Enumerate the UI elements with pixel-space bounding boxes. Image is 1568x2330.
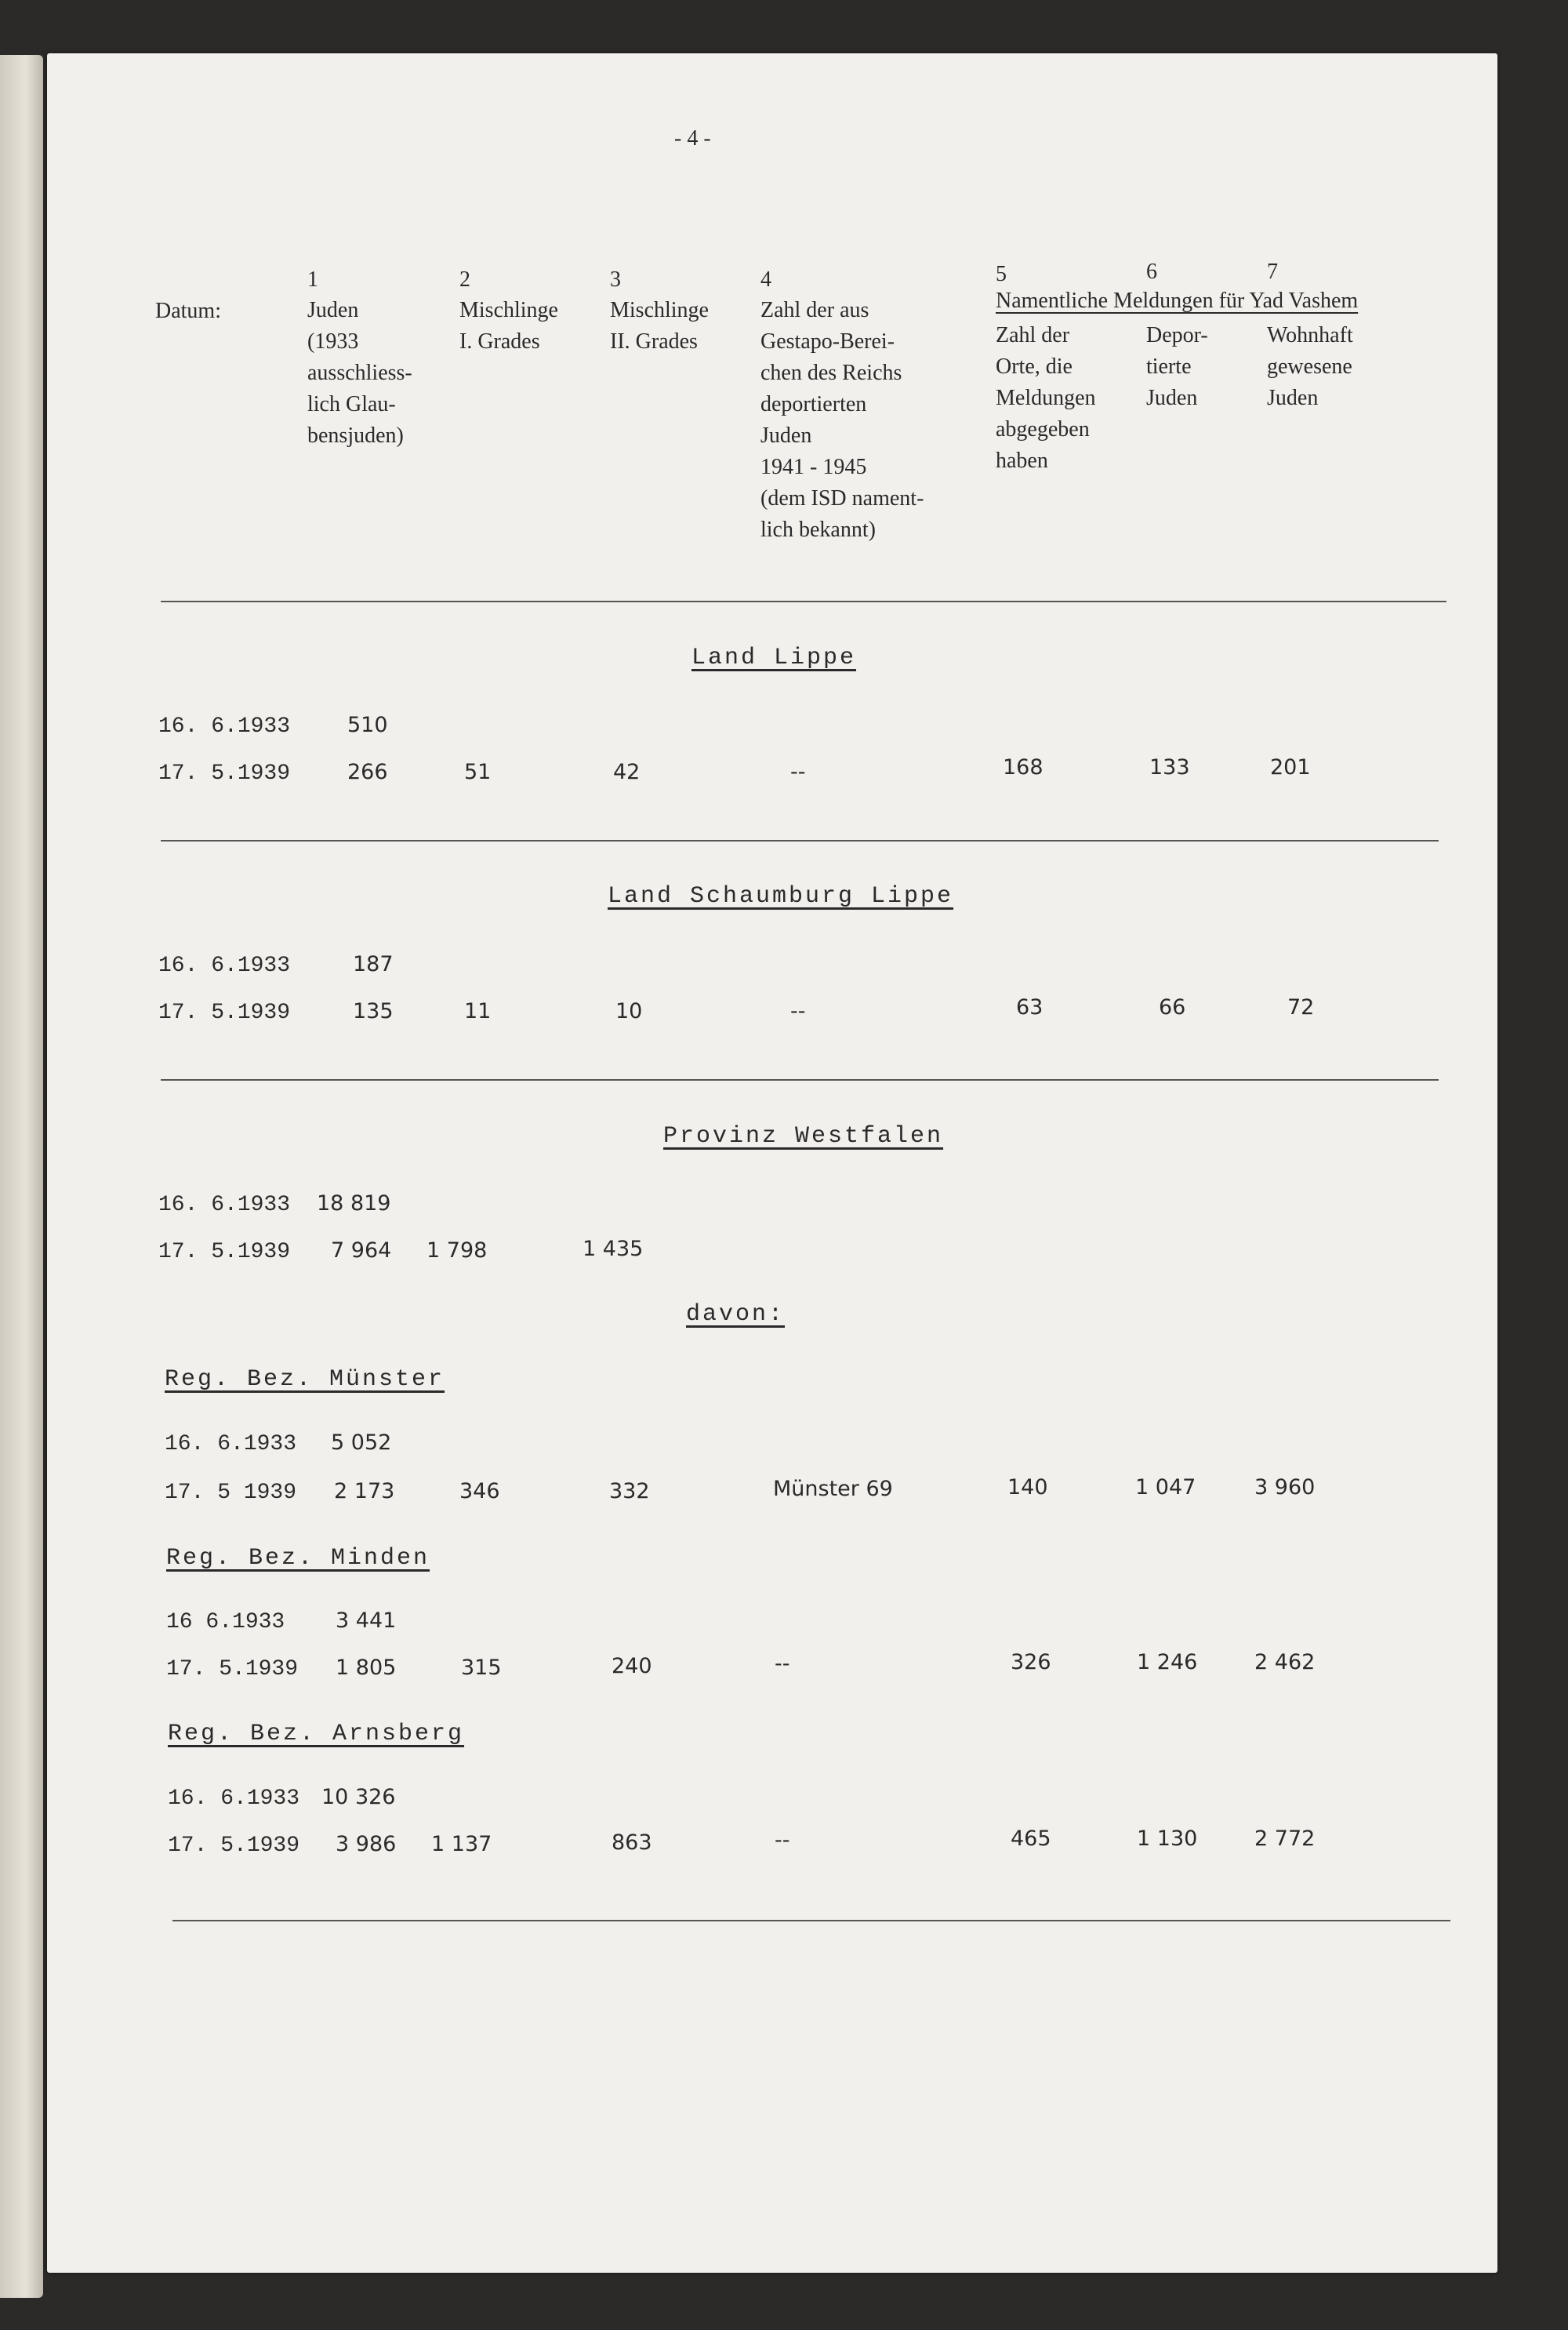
col4-number: 4 — [760, 267, 771, 292]
cell-deportiert: -- — [775, 1652, 790, 1676]
cell-mischlinge-1: 346 — [459, 1479, 500, 1503]
cell-juden: 1 805 — [336, 1656, 397, 1680]
cell-mischlinge-1: 51 — [464, 760, 492, 784]
col5-number: 5 — [996, 262, 1007, 286]
row-date: 16. 6.1933 — [165, 1432, 297, 1456]
bottom-rule — [172, 1920, 1450, 1921]
col6-line: tierte — [1146, 354, 1192, 379]
cell-orte: 63 — [1016, 995, 1044, 1020]
col4-header — [760, 295, 924, 546]
section-title-arnsberg: Reg. Bez. Arnsberg — [168, 1721, 465, 1747]
col3-line: II. Grades — [610, 329, 698, 354]
col5-line: haben — [996, 449, 1048, 473]
cell-orte: 140 — [1007, 1475, 1048, 1499]
cell-deportierte-juden: 1 130 — [1137, 1827, 1198, 1851]
section-title-muenster: Reg. Bez. Münster — [165, 1366, 445, 1393]
col5-line: Meldungen — [996, 386, 1096, 410]
col2-header — [459, 295, 558, 358]
col5-line: abgegeben — [996, 417, 1090, 442]
col1-line: lich Glau- — [307, 392, 396, 416]
col4-line: Zahl der aus — [760, 298, 869, 322]
page-number: - 4 - — [674, 126, 711, 151]
col1-line: (1933 — [307, 329, 359, 354]
col7-number: 7 — [1267, 260, 1278, 284]
col4-line: chen des Reichs — [760, 361, 902, 385]
cell-mischlinge-1: 315 — [461, 1656, 502, 1680]
col4-line: Juden — [760, 423, 812, 448]
col6-number: 6 — [1146, 260, 1157, 284]
col7-line: gewesene — [1267, 354, 1352, 379]
col1-number: 1 — [307, 267, 318, 292]
cell-deportiert: -- — [790, 999, 806, 1023]
cell-orte: 465 — [1011, 1827, 1051, 1851]
row-date: 16 6.1933 — [166, 1610, 285, 1634]
cell-mischlinge-1: 1 798 — [426, 1238, 488, 1263]
row-date: 17. 5.1939 — [158, 1240, 291, 1264]
col5-line: Orte, die — [996, 354, 1073, 379]
col7-line: Wohnhaft — [1267, 323, 1353, 347]
col3-number: 3 — [610, 267, 621, 292]
cell-juden: 3 986 — [336, 1832, 397, 1856]
cell-juden: 10 326 — [321, 1785, 396, 1809]
davon-label: davon: — [686, 1301, 786, 1328]
col1-line: ausschliess- — [307, 361, 412, 385]
cell-mischlinge-2: 332 — [609, 1479, 650, 1503]
cell-wohnhaft: 3 960 — [1254, 1475, 1316, 1499]
cell-mischlinge-2: 863 — [612, 1830, 652, 1855]
section-title-schaumburg: Land Schaumburg Lippe — [608, 883, 954, 910]
cell-juden: 187 — [353, 952, 394, 976]
col3-line: Mischlinge — [610, 298, 709, 322]
header-rule — [161, 601, 1446, 602]
cell-juden: 18 819 — [317, 1191, 391, 1216]
cell-deportierte-juden: 133 — [1149, 755, 1190, 780]
cell-wohnhaft: 2 772 — [1254, 1827, 1316, 1851]
col2-line: Mischlinge — [459, 298, 558, 322]
col7-header — [1267, 320, 1353, 414]
col6-line: Juden — [1146, 386, 1198, 410]
cell-deportierte-juden: 66 — [1159, 995, 1186, 1020]
cell-deportiert: Münster 69 — [773, 1477, 893, 1501]
section-title-minden: Reg. Bez. Minden — [166, 1545, 430, 1572]
yad-vashem-group-title: Namentliche Meldungen für Yad Vashem — [996, 289, 1359, 313]
col4-line: deportierten — [760, 392, 867, 416]
cell-mischlinge-1: 1 137 — [431, 1832, 492, 1856]
section-rule — [161, 1079, 1439, 1081]
col1-header — [307, 295, 412, 452]
cell-deportiert: -- — [775, 1828, 790, 1852]
section-title-lippe: Land Lippe — [691, 645, 857, 671]
col4-line: lich bekannt) — [760, 518, 876, 542]
cell-mischlinge-1: 11 — [464, 999, 492, 1023]
cell-juden: 7 964 — [331, 1238, 392, 1263]
cell-orte: 326 — [1011, 1650, 1051, 1674]
row-date: 16. 6.1933 — [158, 1193, 291, 1217]
cell-juden: 135 — [353, 999, 394, 1023]
row-date: 17. 5 1939 — [165, 1481, 297, 1505]
adjacent-page-edge — [0, 55, 43, 2298]
section-title-westfalen: Provinz Westfalen — [663, 1123, 944, 1150]
row-date: 17. 5.1939 — [166, 1657, 299, 1681]
col4-line: 1941 - 1945 — [760, 455, 867, 479]
col2-number: 2 — [459, 267, 470, 292]
row-date: 16. 6.1933 — [168, 1787, 300, 1811]
cell-deportierte-juden: 1 047 — [1135, 1475, 1196, 1499]
cell-mischlinge-2: 10 — [615, 999, 643, 1023]
document-page — [47, 53, 1497, 2273]
col5-line: Zahl der — [996, 323, 1070, 347]
cell-wohnhaft: 2 462 — [1254, 1650, 1316, 1674]
cell-deportiert: -- — [790, 760, 806, 784]
row-date: 16. 6.1933 — [158, 714, 291, 739]
col2-line: I. Grades — [459, 329, 540, 354]
col6-header — [1146, 320, 1208, 414]
col1-line: Juden — [307, 298, 359, 322]
cell-mischlinge-2: 240 — [612, 1654, 652, 1678]
cell-juden: 510 — [347, 713, 388, 737]
cell-juden: 2 173 — [334, 1479, 395, 1503]
cell-juden: 266 — [347, 760, 388, 784]
col1-line: bensjuden) — [307, 423, 404, 448]
row-date: 16. 6.1933 — [158, 954, 291, 978]
cell-juden: 3 441 — [336, 1608, 397, 1633]
col5-header — [996, 320, 1096, 477]
col3-header — [610, 295, 709, 358]
cell-deportierte-juden: 1 246 — [1137, 1650, 1198, 1674]
col6-line: Depor- — [1146, 323, 1208, 347]
cell-mischlinge-2: 1 435 — [583, 1237, 644, 1261]
cell-mischlinge-2: 42 — [613, 760, 641, 784]
cell-orte: 168 — [1003, 755, 1044, 780]
col4-line: (dem ISD nament- — [760, 486, 924, 511]
cell-wohnhaft: 72 — [1287, 995, 1315, 1020]
row-date: 17. 5.1939 — [168, 1834, 300, 1858]
cell-wohnhaft: 201 — [1270, 755, 1311, 780]
row-date: 17. 5.1939 — [158, 1001, 291, 1025]
col7-line: Juden — [1267, 386, 1319, 410]
row-date: 17. 5.1939 — [158, 762, 291, 786]
col4-line: Gestapo-Berei- — [760, 329, 895, 354]
section-rule — [161, 840, 1439, 841]
cell-juden: 5 052 — [331, 1430, 392, 1455]
datum-label: Datum: — [155, 299, 221, 323]
